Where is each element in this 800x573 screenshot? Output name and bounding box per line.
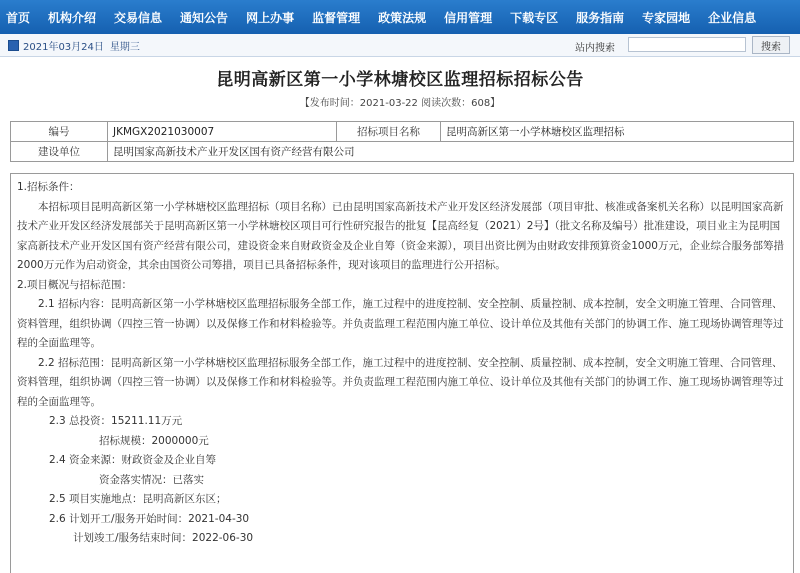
- nav-org-intro[interactable]: 机构介绍: [48, 10, 97, 25]
- nav-credit[interactable]: 信用管理: [444, 10, 493, 25]
- section-1-heading: 1.招标条件：: [17, 181, 80, 193]
- sub-bar: [0, 34, 800, 57]
- current-date: 2021年03月24日: [23, 41, 104, 53]
- site-search-label: 站内搜索: [575, 43, 615, 54]
- code-label: 编号: [11, 122, 108, 142]
- section-2-1: 2.1 招标内容：昆明高新区第一小学林塘校区监理招标服务全部工作，施工过程中的进度控制、安全控制、质量控制、成本控制，安全文明施工管理、合同管理、资料管理，组织协调（四控三管一协调）以及保修工作和材料检验等。并负责监理工程范围内施工单位、设计单位及其他有关部门的协调工作、施工现场协调管理等过程的全面监理等。: [17, 298, 784, 349]
- nav-enterprise[interactable]: 企业信息: [708, 10, 757, 25]
- table-row: [11, 122, 794, 142]
- project-name-label: 招标项目名称: [337, 122, 441, 142]
- section-2-6-end: 计划竣工/服务结束时间：2022-06-30: [73, 532, 254, 544]
- page-title: 昆明高新区第一小学林塘校区监理招标招标公告: [216, 70, 584, 90]
- nav-trade-info[interactable]: 交易信息: [114, 10, 163, 25]
- unit-label: 建设单位: [11, 142, 108, 162]
- project-name-value: 昆明高新区第一小学林塘校区监理招标: [441, 122, 794, 142]
- section-2-3: 2.3 总投资：15211.11万元: [49, 415, 183, 427]
- section-2-4: 2.4 资金来源：财政资金及企业自筹: [49, 454, 217, 466]
- nav-service-guide[interactable]: 服务指南: [576, 10, 625, 25]
- nav-notices[interactable]: 通知公告: [180, 10, 229, 25]
- section-2-6: 2.6 计划开工/服务开始时间：2021-04-30: [49, 512, 250, 525]
- nav-policies[interactable]: 政策法规: [378, 10, 427, 25]
- info-table: [10, 121, 794, 162]
- search-button[interactable]: 搜索: [752, 36, 790, 54]
- calendar-icon: [8, 40, 19, 51]
- section-2-5: 2.5 项目实施地点：昆明高新区东区；: [49, 493, 227, 505]
- current-weekday: 星期三: [109, 41, 140, 53]
- section-2-heading: 2.项目概况与招标范围：: [17, 278, 133, 291]
- nav-supervision[interactable]: 监督管理: [312, 10, 361, 25]
- search-input[interactable]: [628, 37, 746, 52]
- publish-meta: 【发布时间：2021-03-22 阅读次数：608】: [299, 98, 501, 109]
- unit-value: 昆明国家高新技术产业开发区国有资产经营有限公司: [108, 142, 794, 162]
- section-2-3-scale: 招标规模：2000000元: [99, 434, 209, 447]
- nav-downloads[interactable]: 下载专区: [510, 10, 559, 25]
- code-value: JKMGX2021030007: [108, 122, 337, 142]
- nav-online-services[interactable]: 网上办事: [246, 10, 295, 25]
- nav-experts[interactable]: 专家园地: [642, 10, 691, 25]
- section-2-2: 2.2 招标范围：昆明高新区第一小学林塘校区监理招标服务全部工作，施工过程中的进度控制、安全控制、质量控制、成本控制，安全文明施工管理、合同管理、资料管理，组织协调（四控三管一协调）以及保修工作和材料检验等。并负责监理工程范围内施工单位、设计单位及其他有关部门的协调工作、施工现场协调管理等过程的全面监理等。: [17, 356, 784, 408]
- top-nav: [0, 0, 800, 34]
- section-2-4-status: 资金落实情况：已落实: [99, 473, 204, 486]
- table-row: [11, 142, 794, 162]
- nav-home[interactable]: 首页: [6, 10, 31, 25]
- section-1-body: 本招标项目昆明高新区第一小学林塘校区监理招标（项目名称）已由昆明国家高新技术产业开发区经济发展部（项目审批、核准或备案机关名称）以昆明国家高新技术产业开发区经济发展部关于昆明高新区第一小学林塘校区项目可行性研究报告的批复【昆高经复（2021）2号】（批文名称及编号）批准建设，项目业主为昆明国家高新技术产业开发区国有资产经营有限公司，建设资金来自财政资金及企业自筹（资金来源），项目出资比例为由财政安排预算资金1000万元，企业综合服务部筹措2000万元作为启动资金，其余由国资公司筹措，项目已具备招标条件，现对该项目的监理进行公开招标。: [17, 200, 784, 271]
- article-body: [10, 173, 794, 573]
